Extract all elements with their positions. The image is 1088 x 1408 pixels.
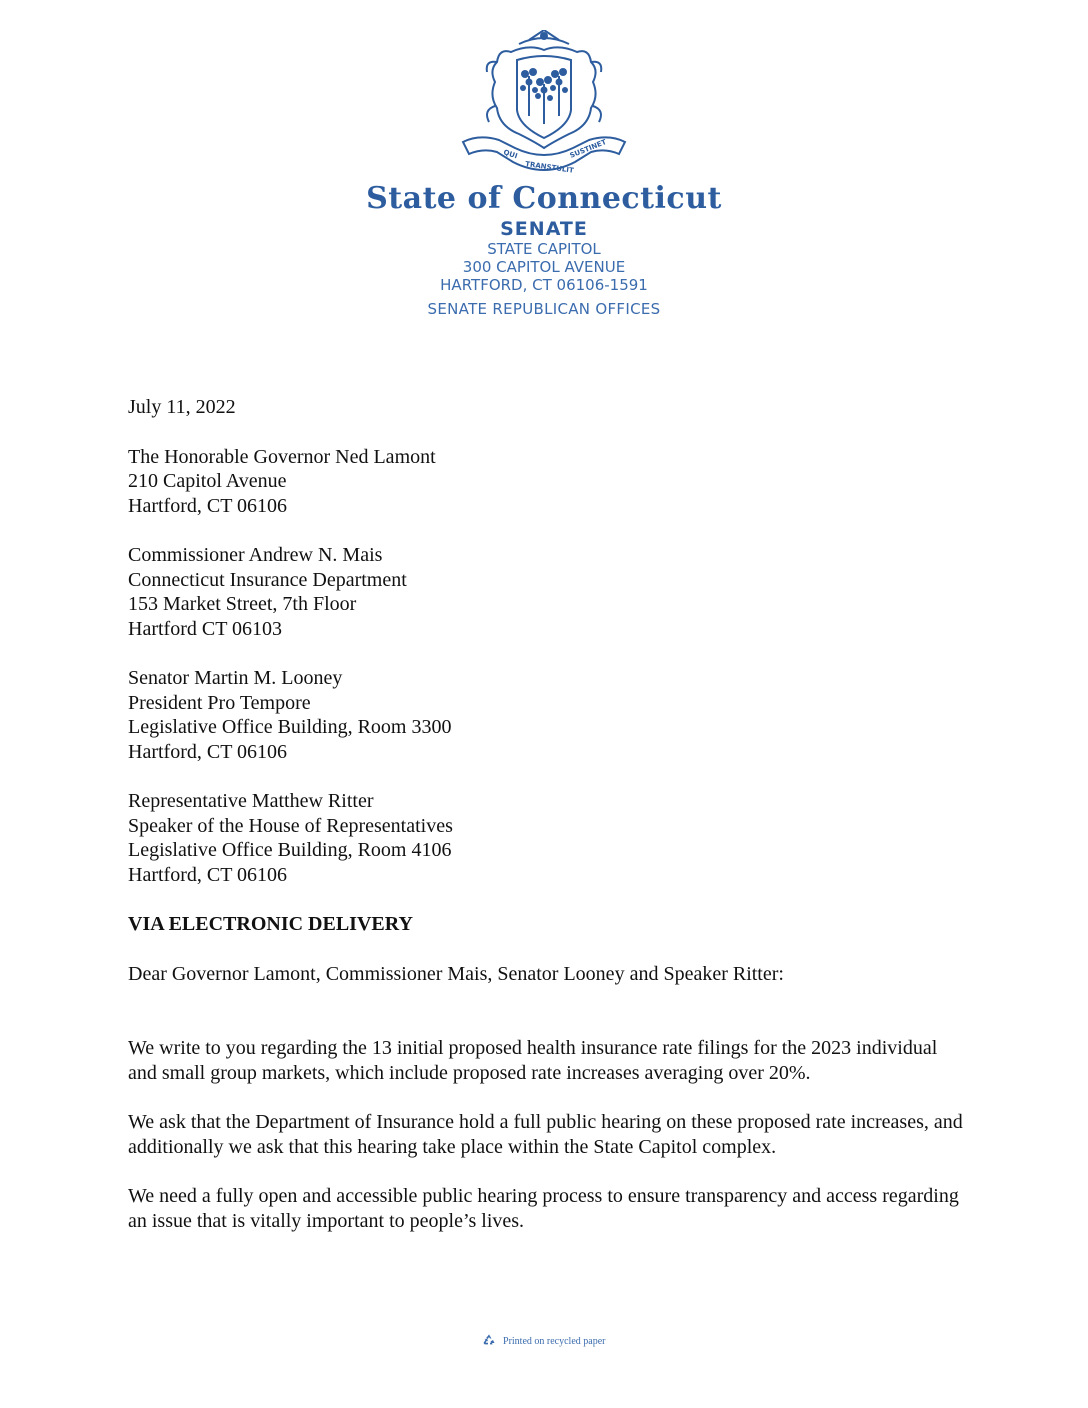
footer xyxy=(0,1334,1088,1347)
recipient-block xyxy=(128,666,968,764)
recipient-line: President Pro Tempore xyxy=(128,691,311,714)
letter-body xyxy=(128,395,968,1258)
recipient-line: Commissioner Andrew N. Mais xyxy=(128,544,383,566)
recipient-line: Hartford, CT 06106 xyxy=(128,494,288,517)
recipient-block xyxy=(128,789,968,887)
recipient-line: Speaker of the House of Representatives xyxy=(128,814,453,837)
recipient-line: Hartford, CT 06106 xyxy=(128,863,288,886)
svg-text:SUSTINET: SUSTINET xyxy=(568,137,608,160)
recipient-line: The Honorable Governor Ned Lamont xyxy=(128,445,436,468)
recipient-line: Connecticut Insurance Department xyxy=(128,568,407,591)
address-line: STATE CAPITOL xyxy=(487,240,601,258)
offices-line: SENATE REPUBLICAN OFFICES xyxy=(427,300,661,318)
footer-text: Printed on recycled paper xyxy=(503,1336,606,1347)
state-name: State of Connecticut xyxy=(366,181,722,216)
recycle-icon xyxy=(483,1334,495,1346)
recipient-line: Hartford, CT 06106 xyxy=(128,740,288,763)
body-paragraph: We write to you regarding the 13 initial proposed health insurance rate filings for the 2023 individual and small group markets, which include proposed rate increases averaging over 20%. xyxy=(128,1037,938,1084)
address-line: 300 CAPITOL AVENUE xyxy=(462,258,626,276)
recipient-line: Representative Matthew Ritter xyxy=(128,790,374,812)
recipient-line: Legislative Office Building, Room 4106 xyxy=(128,839,452,861)
chamber-name: SENATE xyxy=(500,218,588,240)
recipient-block xyxy=(128,445,968,519)
body-paragraph: We ask that the Department of Insurance hold a full public hearing on these proposed rate increases, and additionally we ask that this hearing take place within the State Capitol complex. xyxy=(128,1111,963,1158)
svg-text:QUI: QUI xyxy=(502,148,519,161)
recipient-line: 153 Market Street, 7th Floor xyxy=(128,593,357,615)
recipient-block xyxy=(128,543,968,641)
state-seal-icon xyxy=(459,30,629,180)
body-paragraph: We need a fully open and accessible public hearing process to ensure transparency and access regarding an issue that is vitally important to people’s lives. xyxy=(128,1185,959,1232)
letter-date: July 11, 2022 xyxy=(128,396,236,418)
letterhead xyxy=(0,30,1088,318)
svg-text:TRANSTULIT: TRANSTULIT xyxy=(524,160,575,175)
recipient-line: 210 Capitol Avenue xyxy=(128,470,287,492)
recipient-line: Senator Martin M. Looney xyxy=(128,667,343,689)
salutation: Dear Governor Lamont, Commissioner Mais, Senator Looney and Speaker Ritter: xyxy=(128,962,784,985)
delivery-method: VIA ELECTRONIC DELIVERY xyxy=(128,913,413,935)
address-line: HARTFORD, CT 06106-1591 xyxy=(440,276,648,294)
recipient-line: Hartford CT 06103 xyxy=(128,617,283,640)
recipient-line: Legislative Office Building, Room 3300 xyxy=(128,716,452,738)
